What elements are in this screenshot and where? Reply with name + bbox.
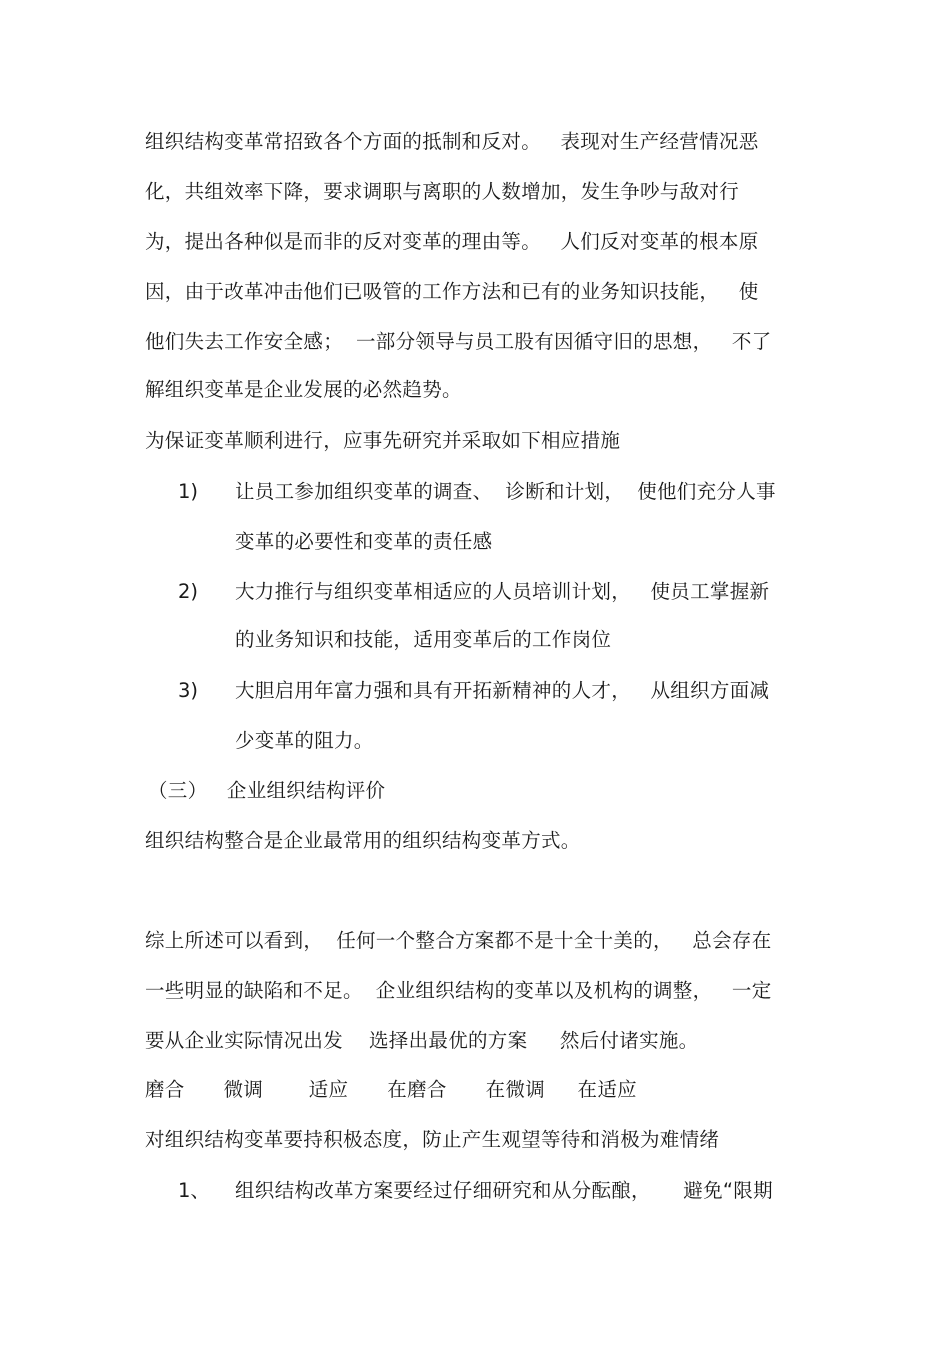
list-item-text: 大胆启用年富力强和具有开拓新精神的人才， 从组织方面减 [235,679,770,702]
list-item-text: 变革的必要性和变革的责任感 [235,530,493,553]
list-item-text: 让员工参加组织变革的调查、 诊断和计划， 使他们充分人事 [235,480,776,503]
list-item-text: 大力推行与组织变革相适应的人员培训计划， 使员工掌握新 [235,580,770,603]
list-item-text: 的业务知识和技能，适用变革后的工作岗位 [235,628,612,651]
summary-line: 综上所述可以看到， 任何一个整合方案都不是十全十美的， 总会存在 [145,929,772,952]
list-item-text: 少变革的阻力。 [235,729,374,752]
paragraph-line: 组织结构变革常招致各个方面的抵制和反对。 表现对生产经营情况恶 [145,130,759,153]
keywords-line: 磨合 微调 适应 在磨合 在微调 在适应 [145,1078,637,1101]
paragraph-line: 为，提出各种似是而非的反对变革的理由等。 人们反对变革的根本原 [145,230,759,253]
paragraph-line: 化，共组效率下降，要求调职与离职的人数增加，发生争吵与敌对行 [145,180,740,203]
list-item-number: 3) [178,679,199,702]
paragraph-line: 他们失去工作安全感； 一部分领导与员工股有因循守旧的思想， 不了 [145,330,772,353]
measures-intro: 为保证变革顺利进行，应事先研究并采取如下相应措施 [145,429,621,452]
attitude-line: 对组织结构变革要持积极态度，防止产生观望等待和消极为难情绪 [145,1128,720,1151]
paragraph-line: 解组织变革是企业发展的必然趋势。 [145,378,462,401]
list-item-number: 2) [178,580,199,603]
list-item-text: 组织结构改革方案要经过仔细研究和从分酝酿， 避免“限期 [235,1179,773,1202]
integration-sentence: 组织结构整合是企业最常用的组织结构变革方式。 [145,829,581,852]
summary-line: 要从企业实际情况出发 选择出最优的方案 然后付诸实施。 [145,1029,699,1052]
paragraph-line: 因，由于改革冲击他们已吸管的工作方法和已有的业务知识技能， 使 [145,280,759,303]
list-item-number: 1) [178,480,199,503]
summary-line: 一些明显的缺陷和不足。 企业组织结构的变革以及机构的调整， 一定 [145,979,772,1002]
list-item-number: 1、 [178,1179,210,1202]
section-heading: （三） 企业组织结构评价 [148,779,386,802]
